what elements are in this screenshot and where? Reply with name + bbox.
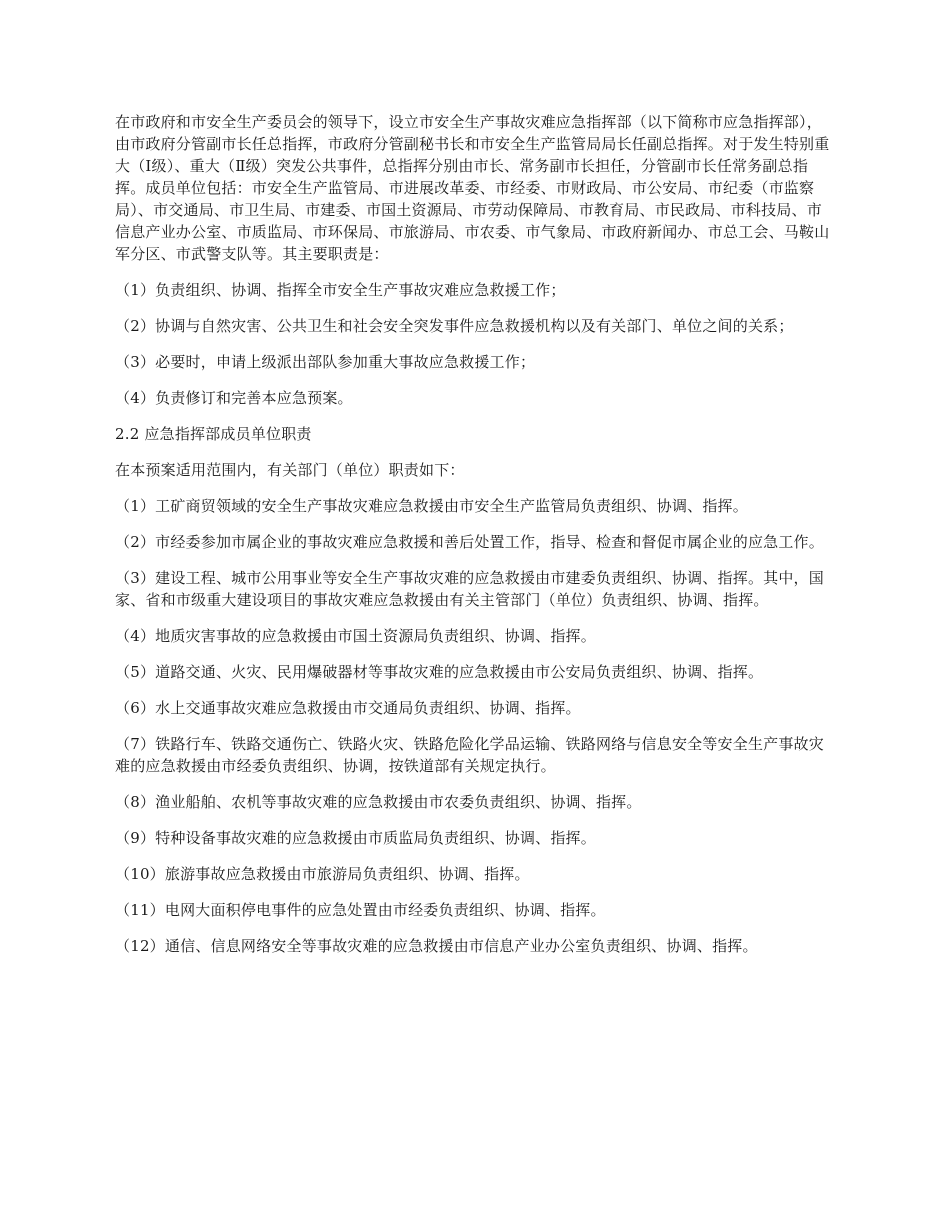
responsibility-item-8: （8）渔业船舶、农机等事故灾难的应急救援由市农委负责组织、协调、指挥。 <box>115 793 642 811</box>
responsibility-item-7: （7）铁路行车、铁路交通伤亡、铁路火灾、铁路危险化学品运输、铁路网络与信息安全等安全生产事故灾难的应急救援由市经委负责组织、协调，按铁道部有关规定执行。 <box>115 735 824 775</box>
section-heading: 2.2 应急指挥部成员单位职责 <box>115 425 312 443</box>
responsibility-item-9: （9）特种设备事故灾难的应急救援由市质监局负责组织、协调、指挥。 <box>115 829 596 847</box>
document-body <box>115 111 837 971</box>
responsibility-item-11: （11）电网大面积停电事件的应急处置由市经委负责组织、协调、指挥。 <box>115 901 606 919</box>
responsibility-item-4: （4）地质灾害事故的应急救援由市国土资源局负责组织、协调、指挥。 <box>115 627 596 645</box>
duty-item-4: （4）负责修订和完善本应急预案。 <box>115 389 353 407</box>
section-intro: 在本预案适用范围内，有关部门（单位）职责如下： <box>115 461 465 479</box>
responsibility-item-5: （5）道路交通、火灾、民用爆破器材等事故灾难的应急救援由市公安局负责组织、协调、指挥。 <box>115 663 764 681</box>
intro-paragraph: 在市政府和市安全生产委员会的领导下，设立市安全生产事故灾难应急指挥部（以下简称市应急指挥部），由市政府分管副市长任总指挥，市政府分管副秘书长和市安全生产监管局局长任副总指挥。对于发生特别重大（Ⅰ级）、重大（Ⅱ级）突发公共事件，总指挥分别由市长、常务副市长担任，分管副市长任常务副总指挥。成员单位包括：市安全生产监管局、市进展改革委、市经委、市财政局、市公安局、市纪委（市监察局）、市交通局、市卫生局、市建委、市国土资源局、市劳动保障局、市教育局、市民政局、市科技局、市信息产业办公室、市质监局、市环保局、市旅游局、市农委、市气象局、市政府新闻办、市总工会、马鞍山军分区、市武警支队等。其主要职责是： <box>115 113 830 263</box>
responsibility-item-10: （10）旅游事故应急救援由市旅游局负责组织、协调、指挥。 <box>115 865 530 883</box>
duty-item-1: （1）负责组织、协调、指挥全市安全生产事故灾难应急救援工作； <box>115 281 566 299</box>
responsibility-item-2: （2）市经委参加市属企业的事故灾难应急救援和善后处置工作，指导、检查和督促市属企业的应急工作。 <box>115 533 824 551</box>
responsibility-item-1: （1）工矿商贸领域的安全生产事故灾难应急救援由市安全生产监管局负责组织、协调、指挥。 <box>115 497 748 515</box>
responsibility-item-3: （3）建设工程、城市公用事业等安全生产事故灾难的应急救援由市建委负责组织、协调、指挥。其中，国家、省和市级重大建设项目的事故灾难应急救援由有关主管部门（单位）负责组织、协调、指挥。 <box>115 569 824 609</box>
duty-item-3: （3）必要时，申请上级派出部队参加重大事故应急救援工作； <box>115 353 536 371</box>
responsibility-item-6: （6）水上交通事故灾难应急救援由市交通局负责组织、协调、指挥。 <box>115 699 581 717</box>
responsibility-item-12: （12）通信、信息网络安全等事故灾难的应急救援由市信息产业办公室负责组织、协调、指挥。 <box>115 937 758 955</box>
duty-item-2: （2）协调与自然灾害、公共卫生和社会安全突发事件应急救援机构以及有关部门、单位之间的关系； <box>115 317 794 335</box>
